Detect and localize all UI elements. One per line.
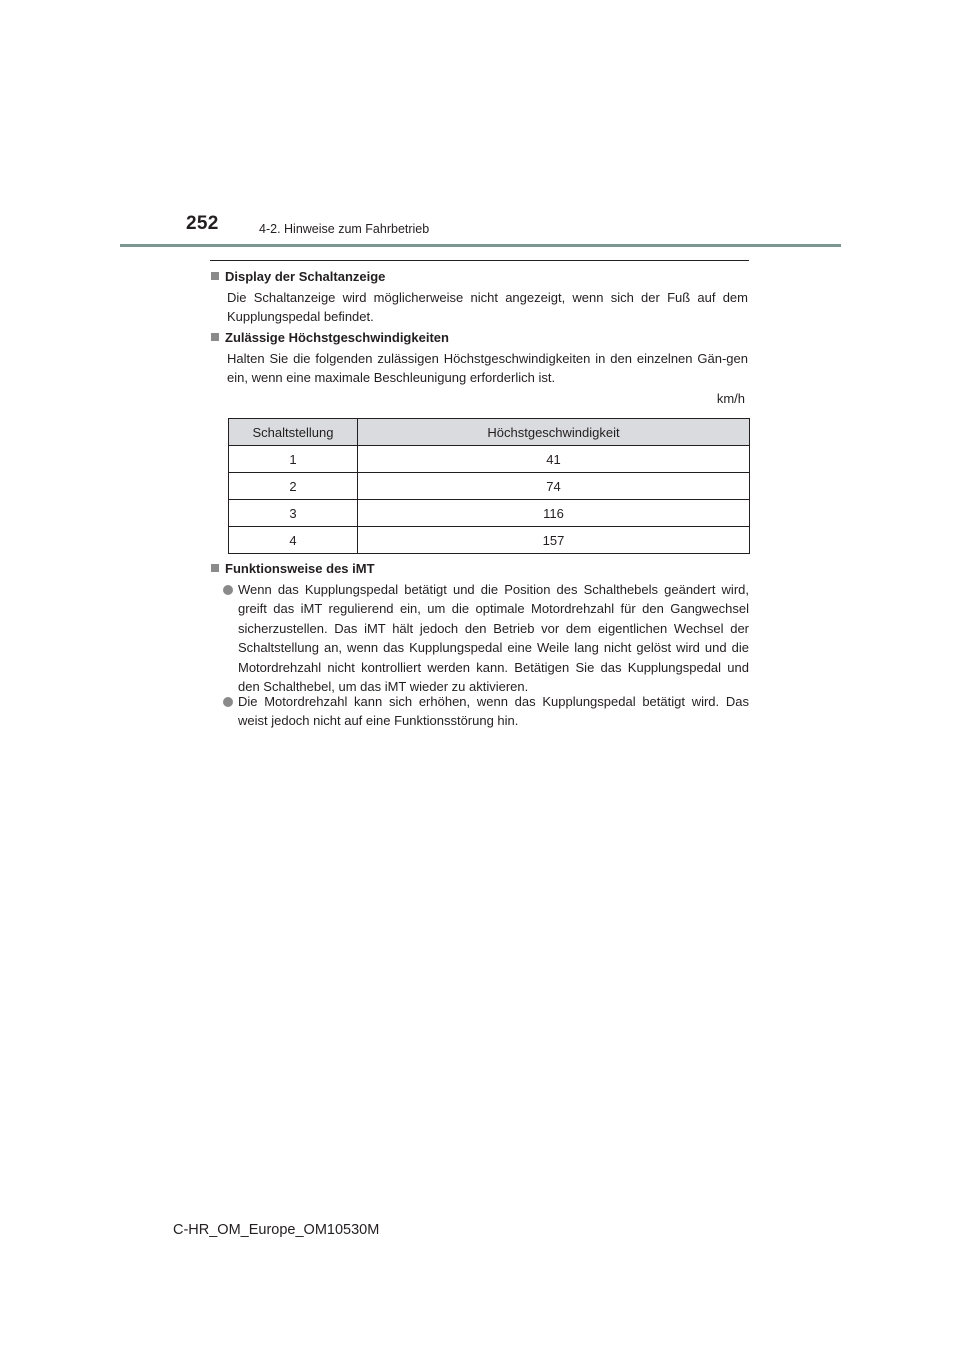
table-row <box>229 473 750 500</box>
list-item <box>223 692 749 731</box>
circle-bullet-icon <box>223 697 233 707</box>
square-bullet-icon <box>211 564 219 572</box>
table-row <box>229 500 750 527</box>
table-cell: 4 <box>229 527 358 554</box>
speed-table <box>228 418 750 554</box>
heading-display <box>211 267 385 286</box>
square-bullet-icon <box>211 272 219 280</box>
table-cell: 74 <box>358 473 750 500</box>
table-cell: 157 <box>358 527 750 554</box>
heading-speeds-text: Zulässige Höchstgeschwindigkeiten <box>225 330 449 345</box>
table-cell: 2 <box>229 473 358 500</box>
unit-label: km/h <box>716 391 745 406</box>
list-item-text: Wenn das Kupplungspedal betätigt und die Position des Schalthebels geändert wird, greift das iMT regulierend ein, um die optimale Motordrehzahl für den Gangwechsel sicherzustellen. Das iMT hält jedoch den Betrieb vor dem eigentlichen Wechsel der Schaltstellung an, wenn das Kupplungspedal eine Weile lang nicht gelöst wird und die Motordrehzahl nicht kontrolliert werden kann. Betätigen Sie das Kupplungspedal und den Schalthebel, um das iMT wieder zu aktivieren. <box>238 582 749 695</box>
heading-imt-text: Funktionsweise des iMT <box>225 561 375 576</box>
section-title: 4-2. Hinweise zum Fahrbetrieb <box>259 222 430 236</box>
paragraph-display: Die Schaltanzeige wird möglicherweise nicht angezeigt, wenn sich der Fuß auf dem Kupplungspedal befindet. <box>227 290 748 325</box>
page-number: 252 <box>186 213 219 234</box>
content-rule <box>210 260 749 261</box>
table-cell: 1 <box>229 446 358 473</box>
table-header-cell: Schaltstellung <box>229 419 358 446</box>
heading-speeds <box>211 328 449 347</box>
heading-imt <box>211 559 375 578</box>
table-cell: 41 <box>358 446 750 473</box>
square-bullet-icon <box>211 333 219 341</box>
header-rule <box>120 244 841 247</box>
table-cell: 116 <box>358 500 750 527</box>
table-header-row <box>229 419 750 446</box>
circle-bullet-icon <box>223 585 233 595</box>
table-row <box>229 446 750 473</box>
list-item <box>223 580 749 696</box>
document-id: C-HR_OM_Europe_OM10530M <box>173 1222 380 1238</box>
table-header-cell: Höchstgeschwindigkeit <box>358 419 750 446</box>
table-row <box>229 527 750 554</box>
list-item-text: Die Motordrehzahl kann sich erhöhen, wenn das Kupplungspedal betätigt wird. Das weist jedoch nicht auf eine Funktionsstörung hin. <box>238 694 749 729</box>
table-cell: 3 <box>229 500 358 527</box>
heading-display-text: Display der Schaltanzeige <box>225 269 386 284</box>
paragraph-speeds: Halten Sie die folgenden zulässigen Höchstgeschwindigkeiten in den einzelnen Gän-gen ein, wenn eine maximale Beschleunigung erforderlich ist. <box>227 351 748 386</box>
